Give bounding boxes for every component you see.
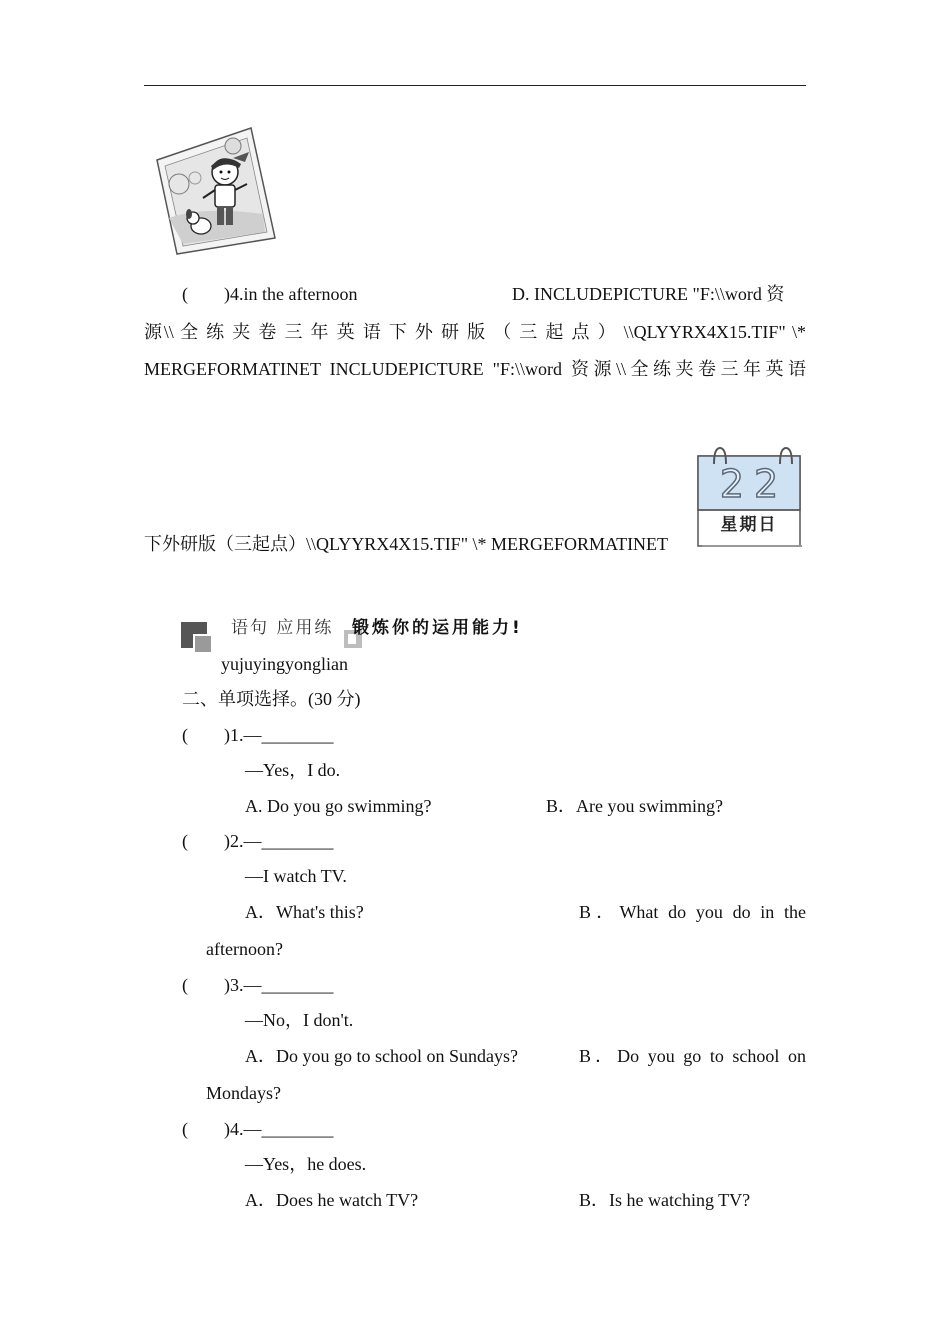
question-3-reply: —No，I don't. (245, 1010, 354, 1030)
section-heading: 二、单项选择。(30 分) (182, 689, 361, 709)
top-item-text-left: ( )4.in the afternoon (182, 284, 358, 304)
question-2-option-b: B．What do you do in the (579, 902, 806, 922)
section-slogan: 锻炼你的运用能力! (352, 618, 523, 638)
calendar-date: 22 (719, 462, 789, 506)
top-item-text-line3: MERGEFORMATINET INCLUDEPICTURE "F:\\word 资源\\全练夹卷三年英语 (144, 359, 806, 379)
question-3-option-a: A．Do you go to school on Sundays? (245, 1046, 518, 1066)
top-item-text-line2: 源\\ 全 练 夹 卷 三 年 英 语 下 外 研 版 （ 三 起 点 ） \\QLYYRX4X15.TIF" \* (144, 322, 806, 342)
section-pinyin: yujuyingyonglian (221, 654, 348, 674)
top-item-text-right: D. INCLUDEPICTURE "F:\\word 资 (512, 284, 785, 304)
question-1-reply: —Yes，I do. (245, 760, 341, 780)
question-2-reply: —I watch TV. (245, 866, 347, 886)
question-3-option-b-continued: Mondays? (206, 1083, 281, 1103)
question-1-option-b: B．Are you swimming? (546, 796, 723, 816)
question-3-option-b: B．Do you go to school on (579, 1046, 806, 1066)
question-4-option-a: A．Does he watch TV? (245, 1190, 419, 1210)
question-4-stem: ( )4.—________ (182, 1119, 334, 1139)
top-item-text-line4: 下外研版（三起点）\\QLYYRX4X15.TIF" \* MERGEFORMATINET (144, 534, 669, 554)
section-square-icon (181, 622, 215, 656)
calendar-picture (694, 444, 804, 548)
question-2-stem: ( )2.—________ (182, 831, 334, 851)
question-2-option-b-continued: afternoon? (206, 939, 283, 959)
question-1-option-a: A. Do you go swimming? (245, 796, 432, 816)
section-label: 语句 应用练 (231, 618, 334, 638)
question-1-stem: ( )1.—________ (182, 725, 334, 745)
question-3-stem: ( )3.—________ (182, 975, 334, 995)
header-rule (144, 85, 806, 86)
question-4-reply: —Yes，he does. (245, 1154, 367, 1174)
boy-with-dog-picture (143, 122, 277, 256)
question-4-option-b: B．Is he watching TV? (579, 1190, 751, 1210)
question-2-option-a: A．What's this? (245, 902, 364, 922)
calendar-weekday: 星期日 (720, 515, 778, 535)
